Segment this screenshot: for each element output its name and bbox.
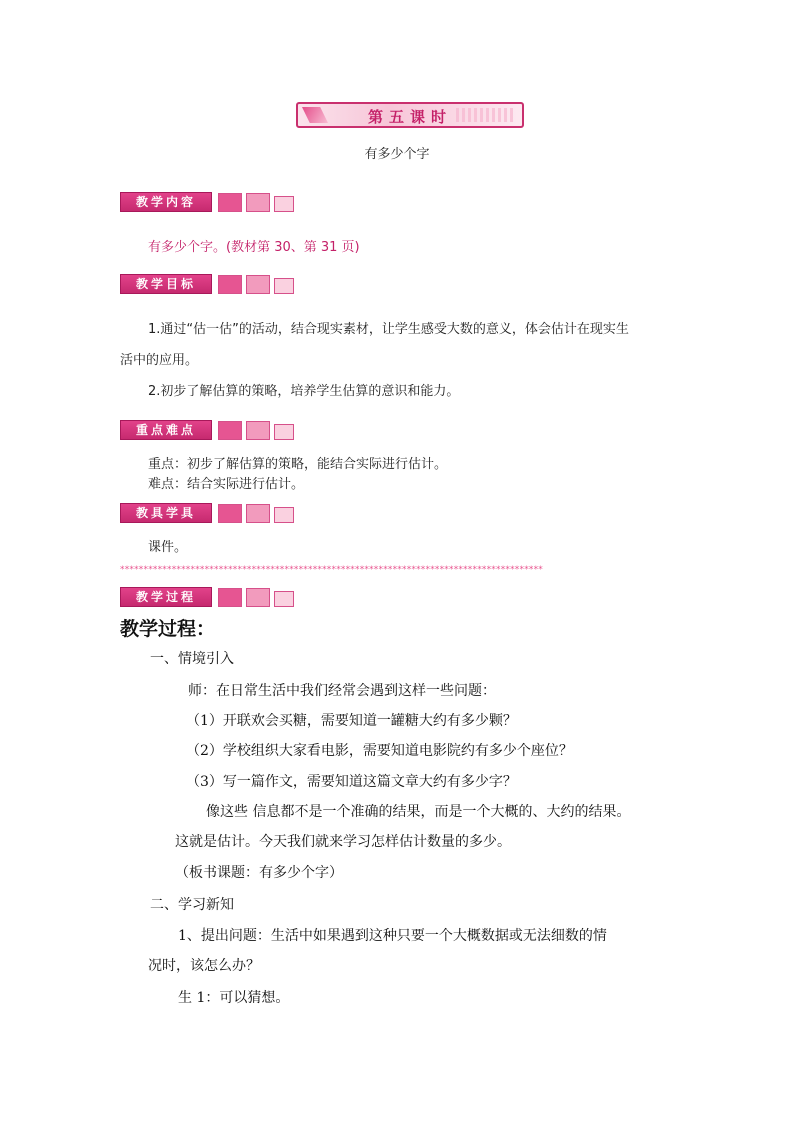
section-heading-goals — [120, 274, 300, 294]
section-heading-tools — [120, 503, 300, 523]
process-line: 一、情境引入 — [150, 651, 234, 667]
lesson-number: 第五课时 — [367, 108, 452, 126]
decor-square — [246, 193, 270, 212]
keypoint-line-1: 重点：初步了解估算的策略，能结合实际进行估计。 — [148, 457, 448, 472]
decor-square — [274, 507, 294, 523]
decor-square — [274, 424, 294, 440]
decor-square — [274, 591, 294, 607]
section-heading-process — [120, 587, 300, 607]
goal-line-2: 活中的应用。 — [120, 353, 199, 368]
decor-square — [218, 504, 242, 523]
decor-square — [218, 421, 242, 440]
process-line: 二、学习新知 — [150, 897, 234, 913]
section-heading-content — [120, 192, 300, 212]
decor-square — [274, 196, 294, 212]
lesson-banner — [296, 102, 524, 128]
process-line: 1、提出问题：生活中如果遇到这种只要一个大概数据或无法细数的情 — [178, 928, 607, 944]
section-tag: 教学目标 — [120, 274, 212, 294]
process-line: （2）学校组织大家看电影，需要知道电影院约有多少个座位？ — [186, 743, 573, 759]
tools-text: 课件。 — [148, 540, 188, 555]
decor-square — [218, 588, 242, 607]
process-line: 像这些 信息都不是一个准确的结果，而是一个大概的、大约的结果。 — [206, 804, 631, 820]
process-line: （板书课题：有多少个字） — [175, 865, 343, 881]
process-line: 生 1：可以猜想。 — [178, 990, 290, 1006]
section-tag: 教学内容 — [120, 192, 212, 212]
process-line: （3）写一篇作文，需要知道这篇文章大约有多少字？ — [186, 774, 517, 790]
section-tag: 重点难点 — [120, 420, 212, 440]
section-heading-keypoints — [120, 420, 300, 440]
decor-square — [246, 275, 270, 294]
process-line: （1）开联欢会买糖，需要知道一罐糖大约有多少颗？ — [186, 713, 517, 729]
decor-square — [246, 421, 270, 440]
process-line: 况时，该怎么办？ — [148, 958, 260, 974]
process-title: 教学过程： — [120, 618, 216, 640]
process-line: 这就是估计。今天我们就来学习怎样估计数量的多少。 — [175, 834, 511, 850]
decor-square — [218, 193, 242, 212]
decor-square — [218, 275, 242, 294]
section-tag: 教学过程 — [120, 587, 212, 607]
goal-line-3: 2.初步了解估算的策略，培养学生估算的意识和能力。 — [148, 384, 460, 399]
content-text: 有多少个字。(教材第 30、第 31 页) — [148, 240, 360, 255]
decor-square — [246, 588, 270, 607]
decor-square — [246, 504, 270, 523]
keypoint-line-2: 难点：结合实际进行估计。 — [148, 477, 305, 492]
section-tag: 教具学具 — [120, 503, 212, 523]
decor-square — [274, 278, 294, 294]
star-divider: ****************************************************************************************** — [120, 565, 543, 575]
lesson-subtitle: 有多少个字 — [364, 147, 430, 162]
goal-line-1: 1.通过“估一估”的活动，结合现实素材，让学生感受大数的意义，体会估计在现实生 — [148, 322, 629, 337]
process-line: 师：在日常生活中我们经常会遇到这样一些问题： — [188, 683, 496, 699]
